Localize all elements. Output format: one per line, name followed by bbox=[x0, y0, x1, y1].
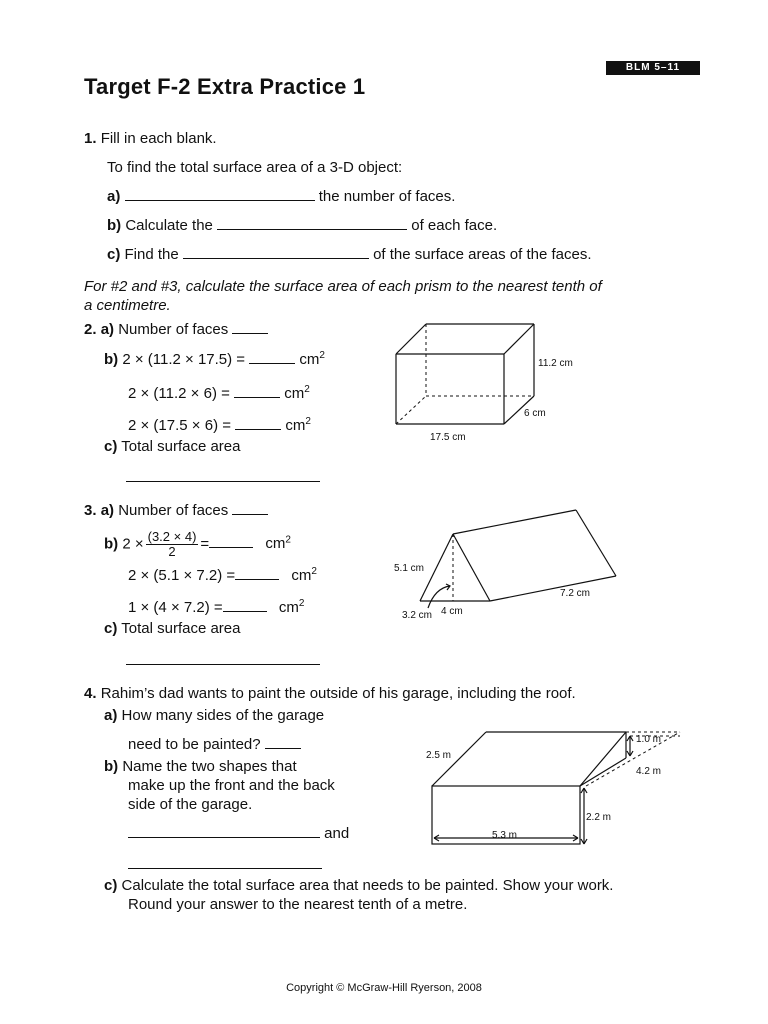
garage-diagram bbox=[400, 722, 700, 857]
q4-a-blank[interactable] bbox=[265, 736, 301, 749]
tri-prism-slant-label: 5.1 cm bbox=[394, 563, 425, 574]
q3-eq1-exp: 2 bbox=[285, 534, 291, 546]
garage-width-label: 4.2 m bbox=[636, 766, 662, 777]
q3-eq1-fraction bbox=[146, 530, 199, 559]
q4-b-blank-1[interactable] bbox=[128, 825, 320, 838]
blm-badge: BLM 5–11 bbox=[606, 61, 700, 75]
rectangular-prism-diagram bbox=[380, 318, 620, 448]
q2-eq3-blank[interactable] bbox=[235, 417, 281, 430]
q2-eq2-unit: cm bbox=[284, 385, 305, 402]
q4-a-line2 bbox=[128, 736, 301, 753]
q3-eq2-blank[interactable] bbox=[235, 567, 279, 580]
q4-b-answer bbox=[128, 825, 349, 842]
q1-a-blank[interactable] bbox=[125, 188, 315, 201]
q4-b-blank-2[interactable] bbox=[128, 868, 322, 869]
q4-c-line1 bbox=[104, 877, 613, 894]
q2-c-label: c) bbox=[104, 438, 118, 455]
q4-number: 4. bbox=[84, 685, 97, 702]
q4-b-line1 bbox=[104, 758, 297, 775]
q3-eq2-exp: 2 bbox=[311, 566, 317, 577]
prism-depth-label: 6 cm bbox=[524, 408, 546, 419]
prism-length-label: 17.5 cm bbox=[430, 432, 466, 443]
q1-c-label: c) bbox=[107, 246, 121, 263]
instructions-line2: a centimetre. bbox=[84, 297, 171, 314]
q1-c-pre: Find the bbox=[124, 246, 179, 263]
q3-a-text: Number of faces bbox=[118, 502, 229, 519]
q1-b-blank[interactable] bbox=[217, 217, 407, 230]
q4-a-label: a) bbox=[104, 707, 118, 724]
q4-a-line1 bbox=[104, 707, 324, 724]
q3-eq2 bbox=[128, 566, 317, 584]
q2-a-label: a) bbox=[100, 321, 115, 338]
q4-c-line2: Round your answer to the nearest tenth of a metre. bbox=[128, 896, 468, 913]
q4-b-line3: side of the garage. bbox=[128, 796, 253, 813]
q1-number: 1. bbox=[84, 130, 97, 147]
garage-depth-label: 2.5 m bbox=[426, 750, 452, 761]
q1-a-text: the number of faces. bbox=[318, 188, 456, 205]
q2-eq1-unit: cm bbox=[299, 351, 320, 368]
q2-eq2-blank[interactable] bbox=[234, 385, 280, 398]
garage-length-label: 5.3 m bbox=[492, 830, 518, 841]
q1-b-label: b) bbox=[107, 217, 122, 234]
q2-eq2 bbox=[128, 384, 310, 402]
q3-a-blank[interactable] bbox=[232, 502, 268, 515]
q2-number: 2. bbox=[84, 321, 97, 338]
q3-eq3-text: 1 × (4 × 7.2) = bbox=[128, 599, 223, 616]
q2-b-eq1 bbox=[104, 350, 325, 368]
q2-a-text: Number of faces bbox=[118, 321, 229, 338]
q4-c-text1: Calculate the total surface area that needs to be painted. Show your work. bbox=[121, 877, 614, 894]
q4-a-text2: need to be painted? bbox=[128, 736, 261, 753]
q3-eq1-blank[interactable] bbox=[209, 535, 253, 548]
q2-c-text: Total surface area bbox=[121, 438, 241, 455]
q2-answer-line[interactable] bbox=[126, 481, 320, 482]
garage-wall-label: 2.2 m bbox=[586, 812, 612, 823]
q3-eq3-blank[interactable] bbox=[223, 599, 267, 612]
q3-eq2-unit: cm bbox=[291, 567, 312, 584]
q3-eq1-unit: cm bbox=[265, 535, 286, 553]
q4-b-text1: Name the two shapes that bbox=[122, 758, 297, 775]
q1-prompt-text: Fill in each blank. bbox=[100, 130, 217, 147]
q3-eq3 bbox=[128, 598, 304, 616]
q3-eq2-text: 2 × (5.1 × 7.2) = bbox=[128, 567, 236, 584]
q2-eq1-text: 2 × (11.2 × 17.5) = bbox=[122, 351, 246, 368]
q2-eq3 bbox=[128, 416, 311, 434]
q1-b bbox=[107, 217, 497, 234]
q4-and-text: and bbox=[324, 825, 350, 842]
q4-b-label: b) bbox=[104, 758, 119, 775]
q2-eq2-text: 2 × (11.2 × 6) = bbox=[128, 385, 230, 402]
q4-a-text1: How many sides of the garage bbox=[121, 707, 325, 724]
q3-number: 3. bbox=[84, 502, 97, 519]
q2-b-label: b) bbox=[104, 351, 119, 368]
q4-c-label: c) bbox=[104, 877, 118, 894]
q3-a-label: a) bbox=[100, 502, 115, 519]
q2-eq3-unit: cm bbox=[285, 417, 306, 434]
tri-prism-length-label: 7.2 cm bbox=[560, 588, 591, 599]
q3-eq1-pre: 2 × bbox=[122, 535, 144, 553]
q2-eq3-text: 2 × (17.5 × 6) = bbox=[128, 417, 231, 434]
q2-eq1-exp: 2 bbox=[319, 350, 325, 361]
q1-b-post: of each face. bbox=[411, 217, 498, 234]
q4-b-line2: make up the front and the back bbox=[128, 777, 335, 794]
footer-copyright: Copyright © McGraw-Hill Ryerson, 2008 bbox=[286, 982, 482, 994]
q1-c-blank[interactable] bbox=[183, 246, 369, 259]
q3-c bbox=[104, 620, 240, 637]
q3-b-eq1 bbox=[104, 530, 291, 559]
q3-c-label: c) bbox=[104, 620, 118, 637]
prism-height-label: 11.2 cm bbox=[538, 358, 573, 369]
q1-c bbox=[107, 246, 592, 263]
tri-prism-base-label: 4 cm bbox=[441, 606, 463, 617]
q4-intro bbox=[84, 685, 576, 702]
page-title: Target F-2 Extra Practice 1 bbox=[84, 74, 366, 99]
garage-roof-rise-label: 1.0 m bbox=[636, 734, 662, 745]
q2-eq1-blank[interactable] bbox=[249, 351, 295, 364]
q1-prompt bbox=[84, 130, 217, 147]
q1-intro: To find the total surface area of a 3-D object: bbox=[107, 159, 403, 176]
q3-eq3-exp: 2 bbox=[298, 598, 305, 609]
q2-a bbox=[84, 321, 268, 338]
q1-a bbox=[107, 188, 455, 205]
q1-a-label: a) bbox=[107, 188, 121, 205]
instructions-line1: For #2 and #3, calculate the surface area of each prism to the nearest tenth of bbox=[84, 278, 602, 295]
q1-c-post: of the surface areas of the faces. bbox=[373, 246, 592, 263]
q2-a-blank[interactable] bbox=[232, 321, 268, 334]
q2-eq3-exp: 2 bbox=[305, 416, 311, 427]
q3-answer-line[interactable] bbox=[126, 664, 320, 665]
triangular-prism-diagram bbox=[390, 500, 630, 630]
q1-b-pre: Calculate the bbox=[125, 217, 213, 234]
q4-intro-text: Rahim’s dad wants to paint the outside of his garage, including the roof. bbox=[100, 685, 576, 702]
q3-eq1-equals: = bbox=[200, 535, 210, 553]
q3-eq3-unit: cm bbox=[278, 599, 299, 616]
q2-eq2-exp: 2 bbox=[304, 384, 310, 395]
q3-a bbox=[84, 502, 268, 519]
q2-c bbox=[104, 438, 240, 455]
q3-b-label: b) bbox=[104, 535, 119, 553]
q3-c-text: Total surface area bbox=[121, 620, 241, 637]
q3-eq1-denominator: 2 bbox=[168, 544, 176, 559]
tri-prism-height-label: 3.2 cm bbox=[402, 610, 433, 621]
q3-eq1-numerator: (3.2 × 4) bbox=[147, 529, 197, 544]
